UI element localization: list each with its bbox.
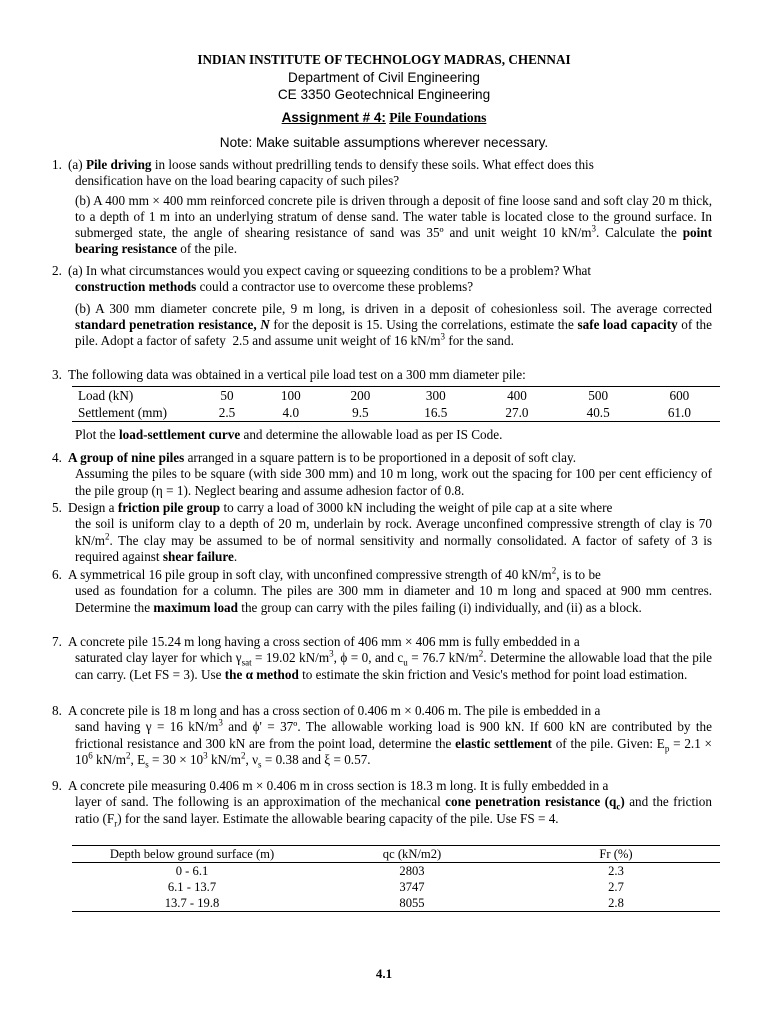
- row-label: Load (kN): [72, 387, 198, 405]
- table-cell: 2.5: [198, 404, 256, 422]
- table-cell: 9.5: [326, 404, 396, 422]
- question-5: 5. Design a friction pile group to carry a load of 3000 kN including the weight of pile cap at a site where the soil is uniform clay to a depth of 20 m, underlain by rock. Average unconfined compressive strength of clay is 70 $kN/m^2$. The clay may be assumed to be of normal sensitivity and normally consolidated. A factor of safety of 3 is required against shear failure.: [52, 500, 712, 564]
- department-title: Department of Civil Engineering: [288, 70, 480, 85]
- table-cell: 2803: [399, 863, 425, 878]
- table-cell: 6.1 - 13.7: [167, 879, 217, 894]
- table-row: [72, 404, 720, 422]
- table-row: [72, 879, 720, 895]
- assignment-title: [0, 110, 768, 126]
- page-number: 4.1: [375, 966, 393, 981]
- row-label: Settlement (mm): [72, 404, 198, 422]
- question-2: 2. (a) In what circumstances would you expect caving or squeezing conditions to be a problem? What construction methods could a contractor use to overcome these problems? (b) A 300 mm diameter concrete pile, 9 m long, is driven in a deposit of cohesionless soil. The average corrected standard penetration resistance, N for the deposit is 15. Using the correlations, estimate the safe load capacity of the pile. Adopt a factor of safety 2.5 and assume unit weight of 16 $kN/m^3$ for the sand.: [52, 263, 712, 349]
- table-cell: 4.0: [256, 404, 326, 422]
- question-7: 7. A concrete pile 15.24 m long having a cross section of 406 mm × 406 mm is fully embedded in a saturated clay layer for which $\gamma_{sat} = 19.02$ $kN/m^3$, ϕ = 0, and $c_u = 76.7$ $kN/m^2$. Determine the allowable load that the pile can carry. (Let FS = 3). Use the α method to estimate the skin friction and Vesic's method for point load estimation.: [52, 634, 713, 682]
- table-cell: 3747: [399, 879, 425, 894]
- table-cell: 40.5: [558, 404, 639, 422]
- question-8: 8. A concrete pile is 18 m long and has a cross section of 0.406 m × 0.406 m. The pile is embedded in a sand having γ = 16 $kN/m^3$ and ϕ' = 37º. The allowable working load is 900 kN. If 600 kN are contributed by the frictional resistance and 300 kN are from the point load, determine the elastic settlement of the pile. Given: $E_p = 2.1 \times 10^6$ $kN/m^2$, $E_s = 30 \times 10^3$ $kN/m^2$, $\nu_s = 0.38$ and ξ = 0.57.: [52, 703, 712, 770]
- question-9: 9. A concrete pile measuring 0.406 m × 0.406 m in cross section is 18.3 m long. It is fully embedded in a layer of sand. The following is an approximation of the mechanical cone penetration resistance $(q_c)$ and the friction ratio $(F_r)$ for the sand layer. Estimate the allowable bearing capacity of the pile. Use FS = 4.: [52, 778, 712, 829]
- load-settlement-table: [72, 386, 720, 422]
- table-cell: 100: [256, 387, 326, 405]
- question-3: 3. The following data was obtained in a vertical pile load test on a 300 mm diameter pile:: [52, 367, 526, 382]
- table-cell: 2.8: [512, 895, 720, 912]
- table-cell: 13.7 - 19.8: [72, 895, 312, 912]
- column-header: Fr (%): [512, 846, 720, 863]
- question-1: 1. (a) Pile driving in loose sands without predrilling tends to densify these soils. What effect does this densification have on the load bearing capacity of such piles? (b) A 400 mm × 400 mm reinforced concrete pile is driven through a deposit of fine loose sand and soft clay 20 m thick, to a depth of 1 m into an underlying stratum of dense sand. The water table is located close to the ground surface. In submerged state, the angle of shearing resistance of sand was 35º and unit weight 10 $kN/m^3$. Calculate the point bearing resistance of the pile.: [52, 157, 713, 257]
- institute-title: INDIAN INSTITUTE OF TECHNOLOGY MADRAS, CHENNAI: [197, 52, 571, 67]
- table-cell: 27.0: [476, 404, 557, 422]
- table-cell: 400: [476, 387, 557, 405]
- question-3-task: Plot the load-settlement curve and determine the allowable load as per IS Code.: [75, 427, 503, 442]
- table-cell: 2.7: [608, 879, 624, 894]
- assignment-topic: Pile Foundations: [389, 110, 487, 125]
- table-cell: 16.5: [395, 404, 476, 422]
- column-header: Depth below ground surface (m): [72, 846, 312, 863]
- cone-penetration-table: [72, 845, 720, 912]
- table-row: [72, 387, 720, 405]
- table-cell: 8055: [312, 895, 512, 912]
- assignment-label: Assignment # 4:: [281, 110, 386, 125]
- question-4: 4. A group of nine piles arranged in a square pattern is to be proportioned in a deposit of soft clay. Assuming the piles to be square (with side 300 mm) and 10 m long, work out the spacing for 100 per cent efficiency of the pile group (η = 1). Neglect bearing and assume adhesion factor of 0.8.: [52, 450, 712, 498]
- course-title: CE 3350 Geotechnical Engineering: [277, 87, 491, 102]
- table-cell: 2.3: [608, 863, 624, 878]
- table-cell: 50: [198, 387, 256, 405]
- table-cell: 200: [326, 387, 396, 405]
- table-cell: 600: [639, 387, 720, 405]
- table-cell: 61.0: [639, 404, 720, 422]
- table-row: [72, 863, 720, 880]
- question-6: 6. A symmetrical 16 pile group in soft clay, with unconfined compressive strength of 40 $kN/m^2$, is to be used as foundation for a column. The piles are 300 mm in diameter and 10 m long and spaced at 900 mm centres. Determine the maximum load the group can carry with the piles failing (i) individually, and (ii) as a block.: [52, 565, 712, 615]
- table-cell: 300: [395, 387, 476, 405]
- table-header-row: [72, 846, 720, 863]
- column-header: qc (kN/m2): [312, 846, 512, 863]
- table-cell: 500: [558, 387, 639, 405]
- table-row: [72, 895, 720, 912]
- assignment-note: Note: Make suitable assumptions wherever necessary.: [219, 135, 549, 150]
- table-cell: 0 - 6.1: [175, 863, 209, 878]
